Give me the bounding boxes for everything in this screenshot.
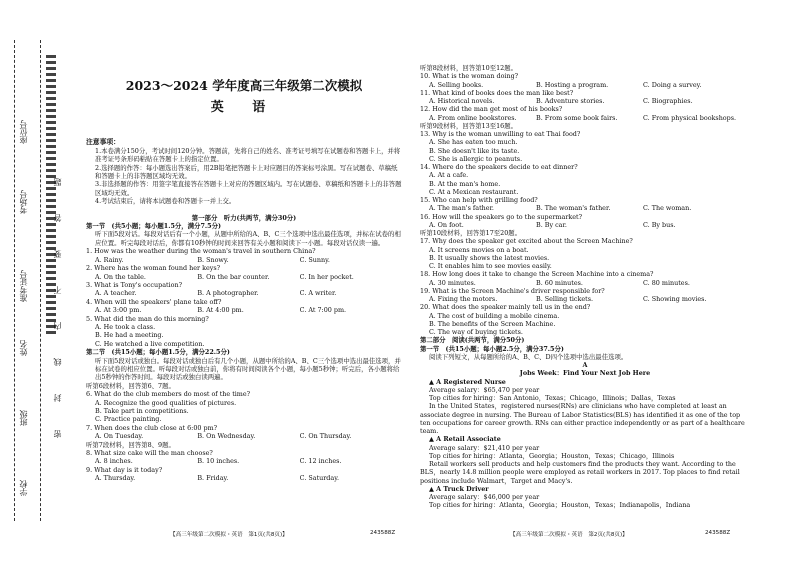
ticket-label: 准考证号 bbox=[19, 270, 28, 302]
page1-code: 243588Z bbox=[370, 530, 396, 536]
option: C. On Thursday. bbox=[299, 432, 352, 441]
seat-label: 座位号 bbox=[19, 120, 28, 144]
option: A. She has eaten too much. bbox=[429, 138, 518, 147]
options-row bbox=[86, 306, 402, 314]
job-heading: ▲ A Registered Nurse bbox=[429, 377, 506, 386]
option: B. By car. bbox=[536, 220, 567, 229]
notice-item: 3.非选择题的作答：用签字笔直接答在答题卡上对应的答题区域内。写在试题卷、草稿纸和答题卡上的非答题区域均无效。 bbox=[95, 180, 402, 197]
question: 11. What kind of books does the man like best? bbox=[420, 88, 574, 97]
options-row bbox=[86, 432, 402, 440]
question: 9. What day is it today? bbox=[86, 465, 163, 474]
option: C. A writer. bbox=[299, 289, 337, 298]
question: 18. How long does it take to change the Screen Machine into a cinema? bbox=[420, 270, 654, 279]
option: A. The cost of building a mobile cinema. bbox=[429, 311, 560, 320]
job-heading: ▲ A Truck Driver bbox=[429, 484, 489, 493]
options-row bbox=[420, 295, 750, 303]
option: C. Saturday. bbox=[299, 474, 340, 483]
notice-heading: 注意事项： bbox=[86, 138, 120, 147]
option: C. Sunny. bbox=[299, 255, 330, 264]
option: A. On the table. bbox=[95, 272, 146, 281]
option: B. Hosting a program. bbox=[536, 80, 609, 89]
option: B. 60 minutes. bbox=[536, 278, 583, 287]
option: C. In her pocket. bbox=[299, 272, 354, 281]
option: B. The benefits of the Screen Machine. bbox=[429, 319, 556, 328]
binding-strip bbox=[0, 0, 72, 561]
question: 10. What is the woman doing? bbox=[420, 72, 519, 81]
seal-char: 题 bbox=[53, 150, 62, 186]
exam-room-label: 考场号 bbox=[19, 190, 28, 214]
question: 12. How did the man get most of his books? bbox=[420, 105, 563, 114]
option: C. Showing movies. bbox=[643, 295, 707, 303]
job-text: In the United States，registered nurses(RNs) are clinicians who have completed at least an associate degree in nursing. The Bureau of Labor Statistics(BLS) has identified it as one of the top ten occupations for career growth. RNs can either practice independently or as part of a healthcare team. bbox=[420, 402, 745, 435]
seal-char: 密 bbox=[53, 402, 62, 438]
passage-title: Jobs Week：Find Your Next Job Here bbox=[519, 369, 651, 378]
option: C. At a Mexican restaurant. bbox=[429, 187, 519, 196]
option: A. It screens movies on a boat. bbox=[429, 245, 529, 254]
option: A. 30 minutes. bbox=[429, 278, 476, 287]
job-heading: ▲ A Retail Associate bbox=[429, 435, 501, 444]
question: 14. Where do the speakers decide to eat dinner? bbox=[420, 163, 578, 171]
page1-footer: 【高三年级第二次模拟・英语 第1页(共8页)】 bbox=[170, 532, 288, 538]
question: 8. What size cake will the man choose? bbox=[86, 449, 213, 458]
option: B. 10 inches. bbox=[197, 457, 240, 466]
option: A. On Tuesday. bbox=[95, 432, 144, 441]
option: A. A teacher. bbox=[95, 289, 137, 298]
options-row bbox=[86, 474, 402, 482]
options-row bbox=[86, 256, 402, 264]
option: B. Friday. bbox=[197, 474, 229, 483]
seal-char: 内 bbox=[53, 294, 62, 330]
option: C. Practice painting. bbox=[95, 415, 162, 424]
option: A. The man's father. bbox=[429, 204, 494, 213]
section1-heading: 第一节 (共5小题；每小题1.5分，满分7.5分) bbox=[86, 222, 221, 231]
question: 5. What did the man do this morning? bbox=[86, 314, 209, 323]
job-text: Retail workers sell products and help customers find the products they want. According to the BLS，nearly 14.8 million people were employed as retail workers in 2017. Top places to find retail positions include Walmart，Target and Macy's. bbox=[420, 460, 740, 485]
option: C. 80 minutes. bbox=[643, 278, 690, 287]
passage-letter: A bbox=[582, 361, 588, 369]
option: A. At 3:00 pm. bbox=[95, 306, 142, 315]
notice-item: 2.选择题的作答：每小题选出答案后，用2B铅笔把答题卡上对应题目的答案标号涂黑。写在试题卷、草稿纸和答题卡上的非答题区域均无效。 bbox=[95, 163, 398, 181]
section1-desc: 听下面5段对话。每段对话后有一个小题，从题中所给的A、B、C三个选项中选出最佳选项，并标在试卷的相应位置。听完每段对话后，你都有10秒钟的时间来回答有关小题和阅读下一小题。每段对话仅读一遍。 bbox=[95, 230, 401, 247]
option: A. Recognize the good qualities of pictures. bbox=[95, 398, 237, 407]
options-row bbox=[420, 279, 750, 287]
option: A. Historical novels. bbox=[429, 97, 495, 105]
option: A. Selling books. bbox=[429, 80, 484, 89]
class-label: 班级 bbox=[19, 410, 28, 426]
question: 3. What is Tony's occupation? bbox=[86, 280, 183, 289]
question: 4. When will the speakers' plane take off? bbox=[86, 297, 222, 306]
job-salary: Average salary：$46,000 per year bbox=[429, 493, 540, 501]
question: 15. Who can help with grilling food? bbox=[420, 196, 538, 204]
material-note: 听第6段材料，回答第6、7题。 bbox=[86, 381, 175, 390]
option: C. Biographies. bbox=[643, 97, 693, 105]
option: C. By bus. bbox=[643, 220, 676, 229]
option: B. Adventure stories. bbox=[536, 97, 605, 105]
option: B. On Wednesday. bbox=[197, 432, 256, 441]
option: B. From some book fairs. bbox=[536, 113, 618, 122]
left-column bbox=[86, 76, 402, 483]
option: B. He had a meeting. bbox=[95, 331, 164, 340]
option: A. Rainy. bbox=[95, 255, 124, 264]
job-cities: Top cities for hiring：Atlanta，Georgia；Houston，Texas；Indianapolis，Indiana bbox=[429, 501, 691, 510]
option: B. Snowy. bbox=[197, 255, 229, 264]
seal-char: 封 bbox=[53, 366, 62, 402]
option: C. At 7:00 pm. bbox=[299, 306, 347, 315]
options-row bbox=[420, 221, 750, 229]
option: C. He watched a live competition. bbox=[95, 339, 205, 348]
page2-footer: 【高三年级第二次模拟・英语 第2页(共8页)】 bbox=[510, 532, 628, 538]
option: A. On foot. bbox=[429, 220, 464, 229]
option: C. The way of buying tickets. bbox=[429, 328, 523, 336]
part2-section1-heading: 第一节 (共15小题；每小题2.5分，满分37.5分) bbox=[420, 344, 564, 353]
option: A. Thursday. bbox=[95, 474, 136, 483]
notice-item: 4.考试结束后，请将本试题卷和答题卡一并上交。 bbox=[95, 197, 236, 206]
options-row bbox=[420, 97, 750, 105]
subject-title: 英 语 bbox=[210, 100, 278, 115]
option: C. It enables him to see movies easily. bbox=[429, 262, 552, 270]
option: B. At the man's home. bbox=[429, 179, 501, 188]
option: B. At 4:00 pm. bbox=[197, 306, 244, 315]
option: B. It usually shows the latest movies. bbox=[429, 253, 550, 262]
option: B. Selling tickets. bbox=[536, 295, 594, 303]
question: 6. What do the club members do most of the time? bbox=[86, 390, 251, 399]
option: B. Take part in competitions. bbox=[95, 407, 189, 415]
binding-line-outer bbox=[14, 40, 15, 521]
seal-char: 不 bbox=[53, 258, 62, 294]
option: A. Fixing the motors. bbox=[429, 295, 498, 303]
job-cities: Top cities for hiring：San Antonio，Texas；Chicago，Illinois；Dallas，Texas bbox=[429, 394, 676, 402]
material-note: 听第8段材料，回答第10至12题。 bbox=[420, 64, 518, 72]
job-salary: Average salary：$21,410 per year bbox=[429, 443, 540, 452]
exam-title: 2023～2024 学年度高三年级第二次模拟 bbox=[125, 78, 363, 93]
page2-code: 243588Z bbox=[705, 530, 731, 536]
option: B. The woman's father. bbox=[536, 204, 611, 213]
material-note: 听第7段材料，回答第8、9题。 bbox=[86, 440, 175, 449]
options-row bbox=[420, 114, 750, 122]
option: C. 12 inches. bbox=[299, 457, 342, 466]
options-row bbox=[86, 289, 402, 297]
right-column bbox=[420, 64, 750, 510]
question: 17. Why does the speaker get excited about the Screen Machine? bbox=[420, 237, 633, 246]
name-label: 姓名 bbox=[19, 340, 28, 356]
options-row bbox=[86, 273, 402, 281]
question: 2. Where has the woman found her keys? bbox=[86, 264, 221, 273]
section2-heading: 第二节 (共15小题；每小题1.5分，满分22.5分) bbox=[86, 348, 230, 357]
material-note: 听第9段材料，回答第13至16题。 bbox=[420, 121, 518, 130]
part1-heading: 第一部分 听力(共两节，满分30分) bbox=[191, 213, 297, 222]
question: 20. What does the speaker mainly tell us in the end? bbox=[420, 303, 591, 312]
school-label: 学校 bbox=[19, 480, 28, 496]
option: A. He took a class. bbox=[95, 322, 156, 331]
job-cities: Top cities for hiring：Atlanta，Georgia；Houston，Texas；Chicago，Illinois bbox=[429, 451, 675, 460]
option: B. She doesn't like its taste. bbox=[429, 146, 520, 155]
question: 16. How will the speakers go to the supermarket? bbox=[420, 212, 583, 221]
material-note: 听第10段材料，回答第17至20题。 bbox=[420, 229, 522, 237]
seal-char: 答 bbox=[53, 186, 62, 222]
seal-text bbox=[52, 150, 63, 438]
options-row bbox=[420, 204, 750, 212]
option: A. 8 inches. bbox=[95, 457, 133, 466]
part2-heading: 第二部分 阅读(共两节，满分50分) bbox=[420, 336, 525, 345]
options-row bbox=[420, 81, 750, 89]
seal-char: 线 bbox=[53, 330, 62, 366]
question: 1. How was the weather during the woman's travel in southern China? bbox=[86, 247, 316, 256]
option: A. At a cafe. bbox=[429, 171, 469, 180]
question: 7. When does the club close at 6:00 pm? bbox=[86, 423, 218, 432]
section2-desc: 听下面5段对话或独白。每段对话或独白后有几个小题，从题中所给的A、B、C三个选项中选出最佳选项，并标在试卷的相应位置。听每段对话或独白前，你将有时间阅读各个小题，每小题5秒钟；听完后，各小题将给出5秒钟的作答时间。每段对话或独白读两遍。 bbox=[95, 356, 401, 382]
binding-line-inner bbox=[40, 40, 41, 521]
option: C. She is allergic to peanuts. bbox=[429, 154, 523, 163]
options-row bbox=[86, 457, 402, 465]
question: 13. Why is the woman unwilling to eat Thai food? bbox=[420, 130, 581, 138]
part2-desc: 阅读下列短文，从每题所给的A、B、C、D四个选项中选出最佳选项。 bbox=[429, 352, 628, 361]
option: C. From physical bookshops. bbox=[643, 113, 737, 122]
notice-item: 1.本卷满分150分，考试时间120分钟。答题前，先将自己的姓名、准考证号填写在试题卷和答题卡上，并将准考证号条形码粘贴在答题卡上的指定位置。 bbox=[95, 146, 401, 164]
job-salary: Average salary：$65,470 per year bbox=[429, 385, 540, 394]
question: 19. What is the Screen Machine's driver responsible for? bbox=[420, 286, 605, 295]
option: C. Doing a survey. bbox=[643, 80, 702, 89]
seal-char: 要 bbox=[53, 222, 62, 258]
option: B. On the bar counter. bbox=[197, 272, 270, 281]
option: B. A photographer. bbox=[197, 289, 259, 298]
option: C. The woman. bbox=[643, 204, 692, 213]
option: A. From online bookstores. bbox=[429, 113, 517, 122]
